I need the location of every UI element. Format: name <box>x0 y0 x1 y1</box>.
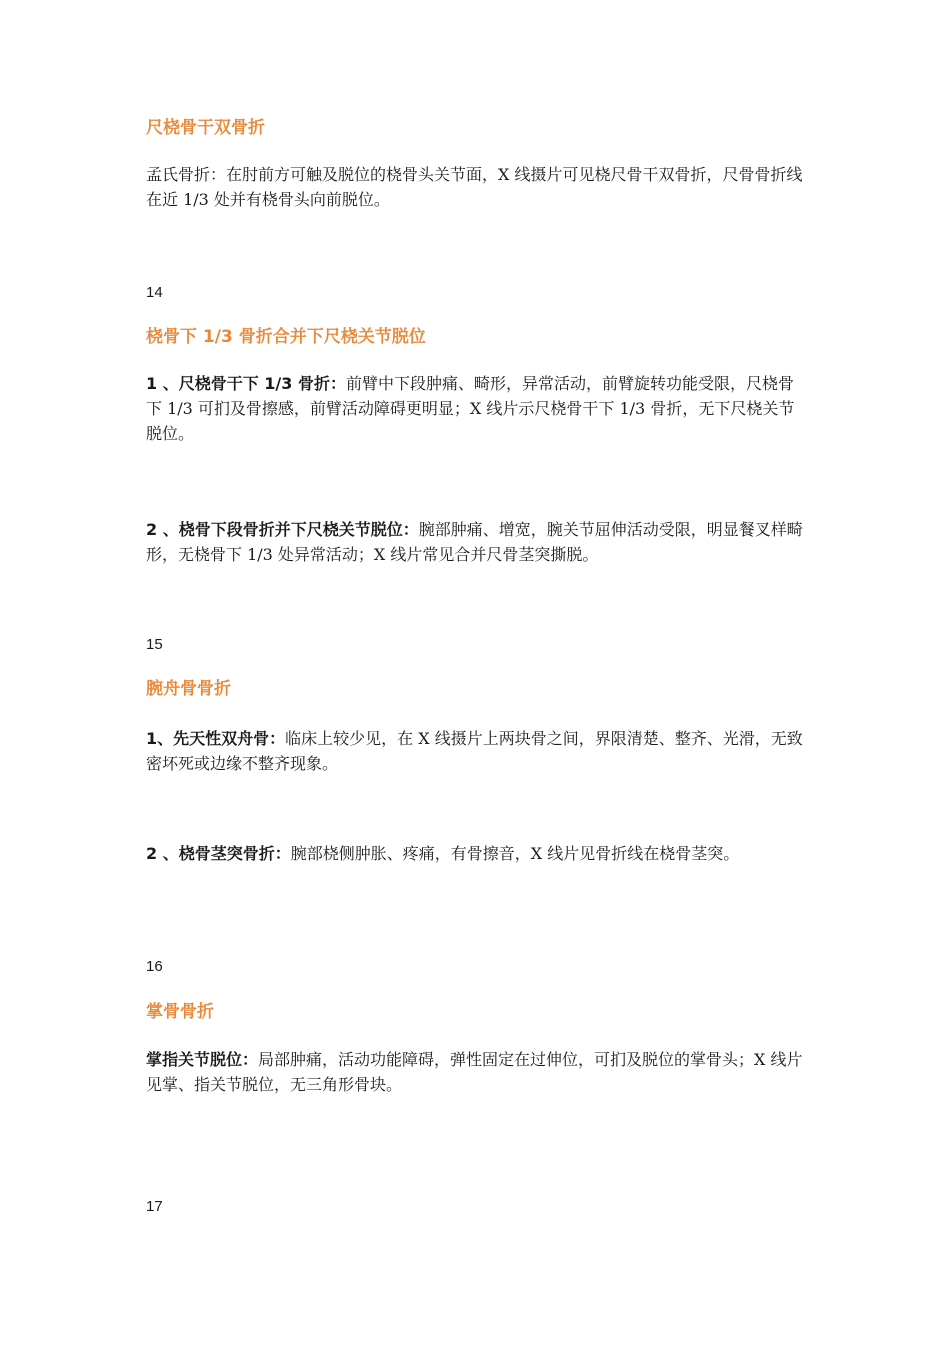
paragraph-text: 局部肿痛，活动功能障碍，弹性固定在过伸位，可扪及脱位的掌骨头；X 线片见掌、指关节脱位，无三角形骨块。 <box>146 1050 803 1094</box>
section-heading: 腕舟骨骨折 <box>146 679 231 699</box>
section-heading: 掌骨骨折 <box>146 1002 214 1022</box>
section-heading: 尺桡骨干双骨折 <box>146 118 265 138</box>
section-number: 14 <box>146 284 163 301</box>
paragraph <box>146 1047 808 1097</box>
paragraph-text: 腕部桡侧肿胀、疼痛，有骨擦音，X 线片见骨折线在桡骨茎突。 <box>290 844 740 863</box>
paragraph-text: 临床上较少见，在 X 线摄片上两块骨之间，界限清楚、整齐、光滑，无致密坏死或边缘不整齐现象。 <box>146 729 803 773</box>
paragraph-text: 孟氏骨折：在肘前方可触及脱位的桡骨头关节面，X 线摄片可见桡尺骨干双骨折，尺骨骨折线在近 1/3 处并有桡骨头向前脱位。 <box>146 165 803 209</box>
section-number: 16 <box>146 958 163 975</box>
section-heading: 桡骨下 1/3 骨折合并下尺桡关节脱位 <box>146 327 426 347</box>
paragraph <box>146 841 808 866</box>
paragraph-label: 1、先天性双舟骨： <box>146 729 286 748</box>
paragraph <box>146 371 808 446</box>
section-number: 17 <box>146 1198 163 1215</box>
paragraph <box>146 517 808 567</box>
paragraph <box>146 162 808 212</box>
section-number: 15 <box>146 636 163 653</box>
paragraph-label: 2 、桡骨茎突骨折： <box>146 844 291 863</box>
paragraph-label: 1 、尺桡骨干下 1/3 骨折： <box>146 374 346 393</box>
paragraph-text: 前臂中下段肿痛、畸形，异常活动，前臂旋转功能受限，尺桡骨下 1/3 可扪及骨擦感，前臂活动障碍更明显；X 线片示尺桡骨干下 1/3 骨折，无下尺桡关节脱位。 <box>146 374 795 443</box>
paragraph <box>146 726 808 776</box>
paragraph-label: 掌指关节脱位： <box>146 1050 259 1069</box>
paragraph-text: 腕部肿痛、增宽，腕关节屈伸活动受限，明显餐叉样畸形，无桡骨下 1/3 处异常活动；X 线片常见合并尺骨茎突撕脱。 <box>146 520 803 564</box>
paragraph-label: 2 、桡骨下段骨折并下尺桡关节脱位： <box>146 520 419 539</box>
